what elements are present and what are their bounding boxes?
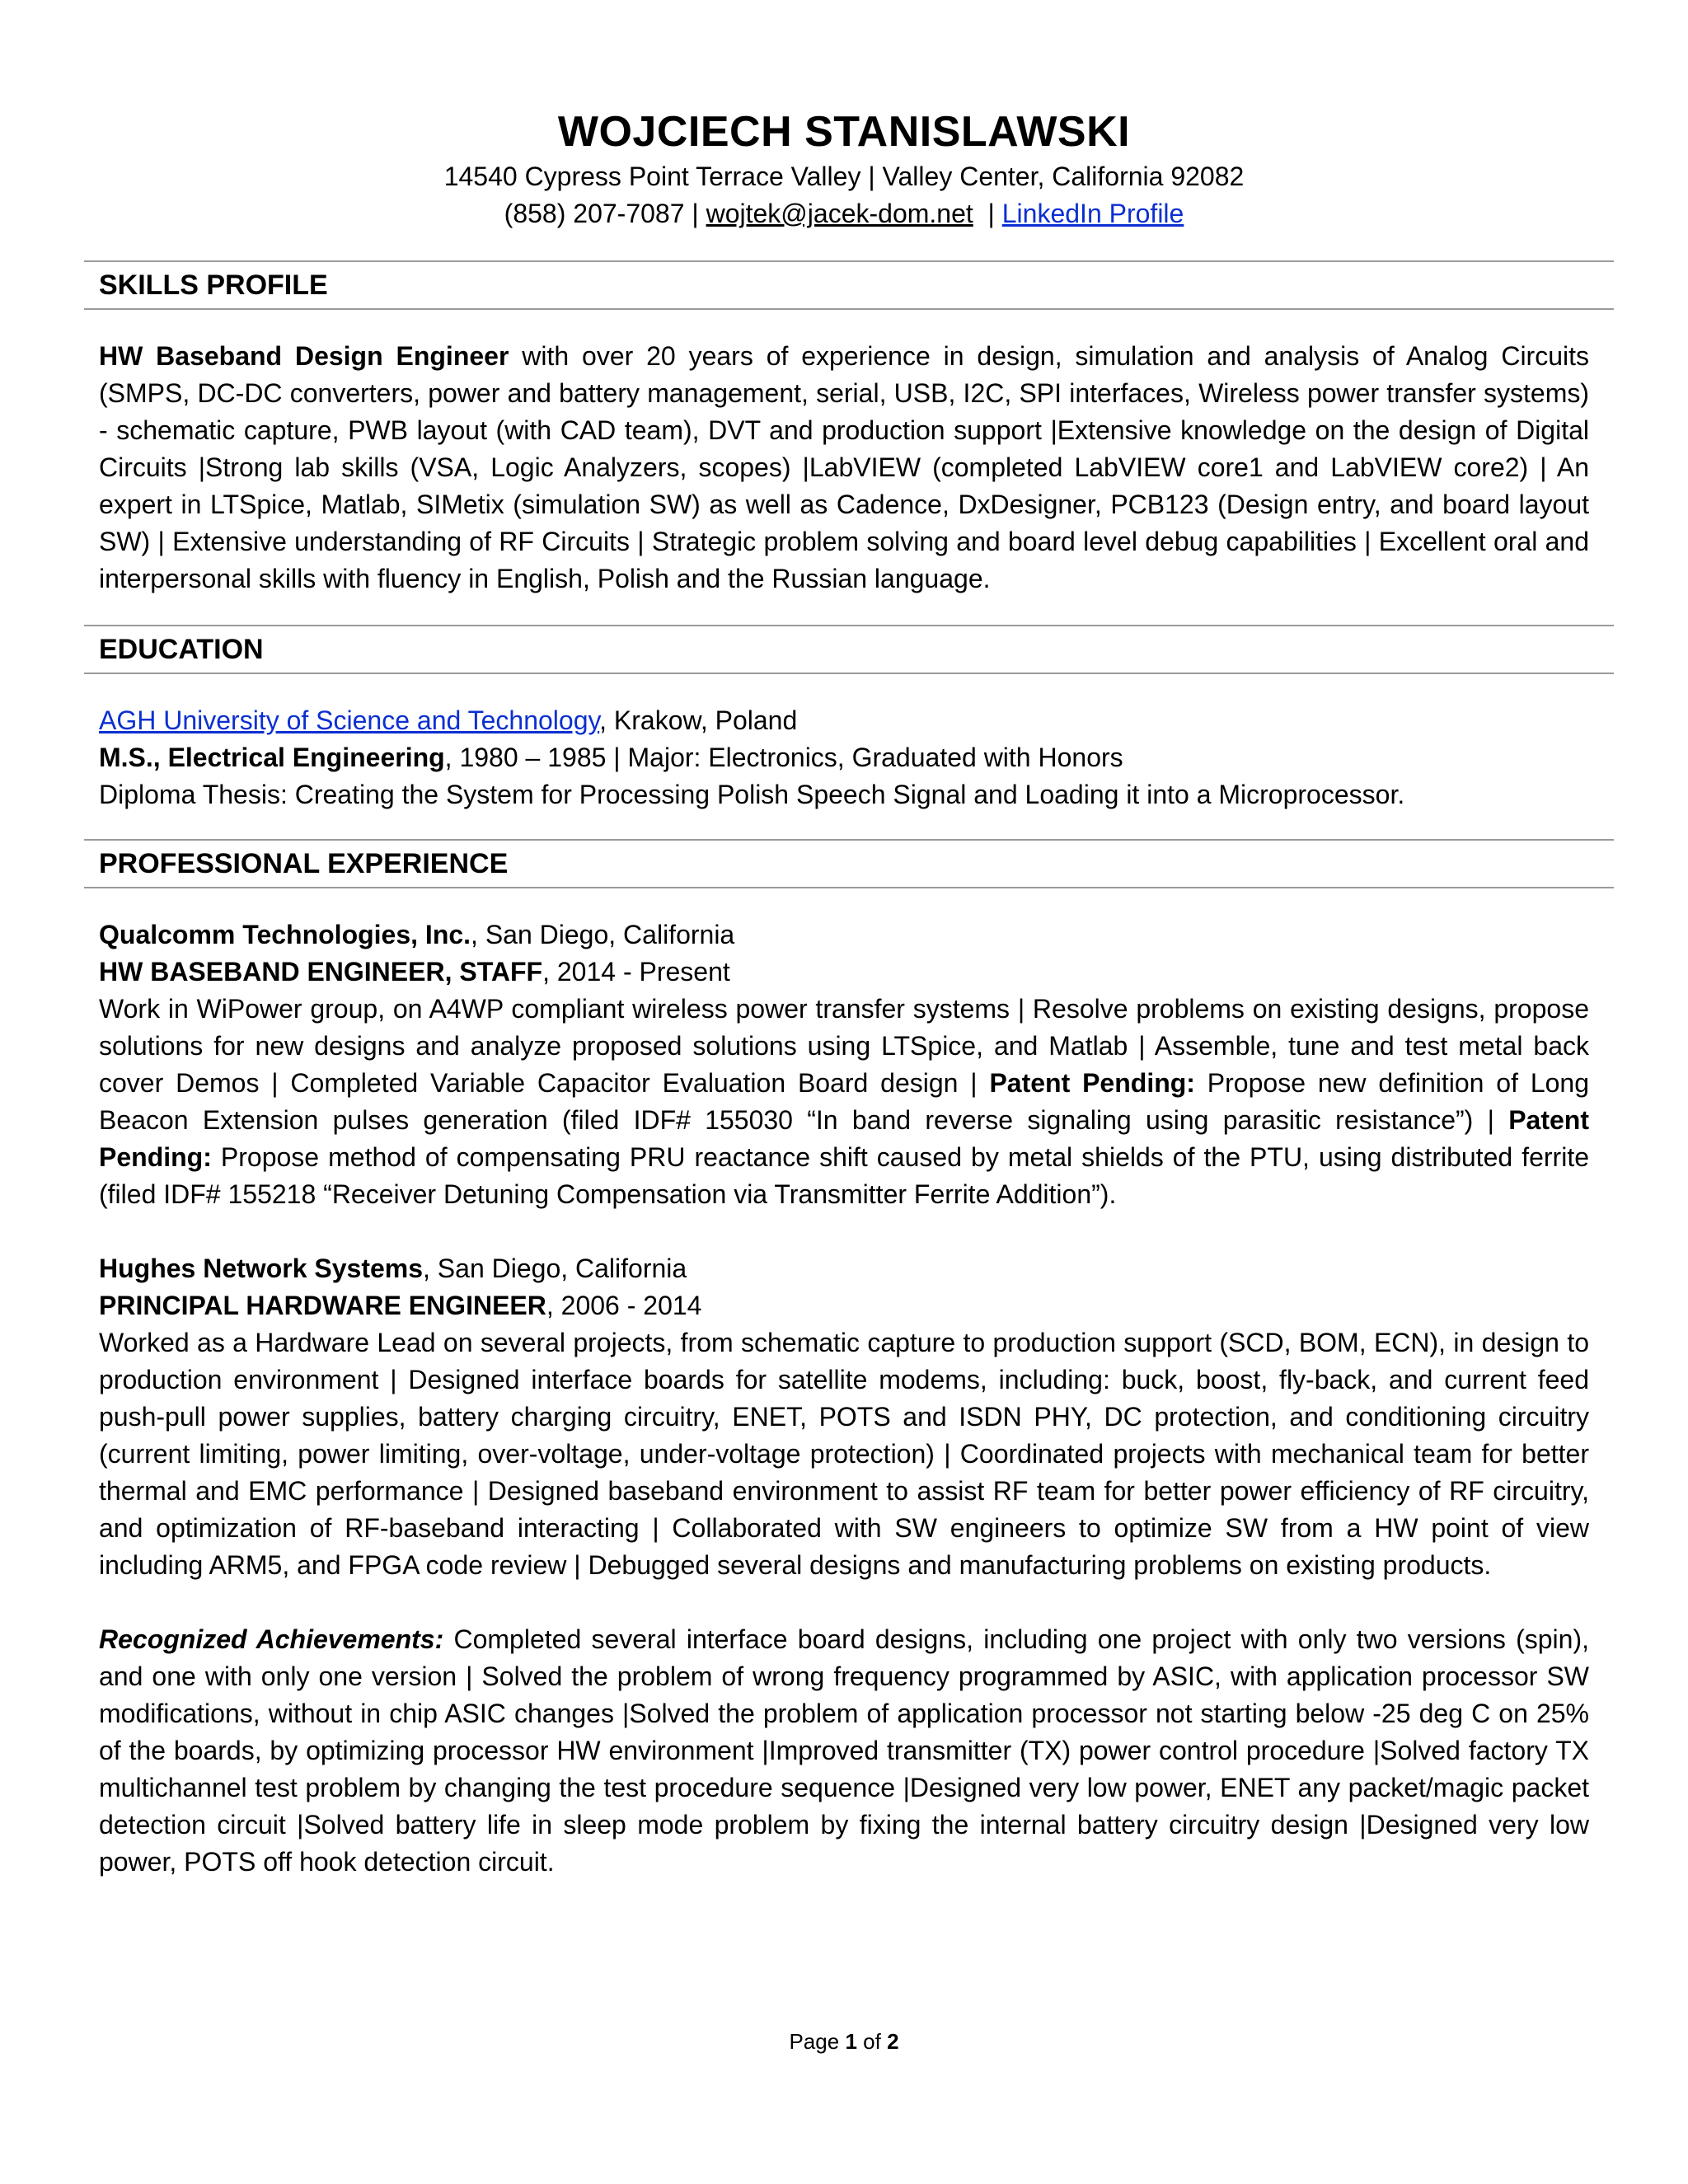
- company-location: , San Diego, California: [423, 1254, 687, 1283]
- thesis-line: Diploma Thesis: Creating the System for Processing Polish Speech Signal and Loading it into a Microprocessor.: [99, 780, 1405, 809]
- job-title: HW BASEBAND ENGINEER, STAFF: [99, 957, 543, 987]
- education-section-body: [99, 702, 1589, 813]
- page-word: Page: [789, 2029, 840, 2054]
- job-dates: , 2014 - Present: [542, 957, 730, 987]
- skills-text: with over 20 years of experience in design, simulation and analysis of Analog Circuits (SMPS, DC-DC converters, power and battery management, serial, USB, I2C, SPI interfaces, Wireless power transfer systems) - schematic capture, PWB layout (with CAD team), DVT and production support |Extensive knowledge on the design of Digital Circuits |Strong lab skills (VSA, Logic Analyzers, scopes) |LabVIEW (completed LabVIEW core1 and LabVIEW core2) | An expert in LTSpice, Matlab, SIMetix (simulation SW) as well as Cadence, DxDesigner, PCB123 (Design entry, and board layout SW) | Extensive understanding of RF Circuits | Strategic problem solving and board level debug capabilities | Excellent oral and interpersonal skills with fluency in English, Polish and the Russian language.: [99, 341, 1590, 593]
- patent-label: Patent Pending:: [989, 1068, 1195, 1098]
- achievements-text: Completed several interface board designs, including one project with only two versions (spin), and one with only one version | Solved the problem of wrong frequency programmed by ASIC, with application processor SW modifications, without in chip ASIC changes |Solved the problem of application processor not starting below -25 deg C on 25% of the boards, by optimizing processor HW environment |Improved transmitter (TX) power control procedure |Solved factory TX multichannel test problem by changing the test procedure sequence |Designed very low power, ENET any packet/magic packet detection circuit |Solved battery life in sleep mode problem by fixing the internal battery circuitry design |Designed very low power, POTS off hook detection circuit.: [99, 1624, 1590, 1877]
- experience-section-heading: PROFESSIONAL EXPERIENCE: [84, 839, 1614, 888]
- job-description: Worked as a Hardware Lead on several projects, from schematic capture to production support (SCD, BOM, ECN), in design to production environment | Designed interface boards for satellite modems, including: buck, boost, fly-back, and current feed push-pull power supplies, battery charging circuitry, ENET, POTS and ISDN PHY, DC protection, and conditioning circuitry (current limiting, power limiting, over-voltage, under-voltage protection) | Coordinated projects with mechanical team for better thermal and EMC performance | Designed baseband environment to assist RF team for better power efficiency of RF circuitry, and optimization of RF-baseband interacting | Collaborated with SW engineers to optimize SW from a HW point of view including ARM5, and FPGA code review | Debugged several designs and manufacturing problems on existing products.: [99, 1328, 1589, 1580]
- skills-section-heading: SKILLS PROFILE: [84, 260, 1614, 310]
- skills-section-body: [99, 338, 1589, 598]
- degree-details: , 1980 – 1985 | Major: Electronics, Graduated with Honors: [444, 743, 1123, 772]
- achievements-label: Recognized Achievements:: [99, 1624, 444, 1654]
- degree-line: [99, 739, 1589, 776]
- job-entry: [99, 916, 1589, 1213]
- company-line: [99, 1250, 1589, 1287]
- role-line: [99, 1287, 1589, 1324]
- company-name: Hughes Network Systems: [99, 1254, 424, 1283]
- education-section-heading: EDUCATION: [84, 625, 1614, 674]
- candidate-name: WOJCIECH STANISLAWSKI: [557, 108, 1131, 156]
- page-footer: [0, 2029, 1688, 2055]
- of-word: of: [863, 2029, 881, 2054]
- company-line: [99, 916, 1589, 954]
- page-number: 1: [845, 2029, 857, 2054]
- job-dates: , 2006 - 2014: [546, 1291, 702, 1320]
- role-line: [99, 954, 1589, 991]
- patent-label: Patent Pending:: [99, 1105, 1589, 1172]
- resume-header: [0, 105, 1688, 232]
- skills-paragraph: [99, 338, 1589, 598]
- email-link[interactable]: wojtek@jacek-dom.net: [706, 199, 973, 228]
- job-text-part: Work in WiPower group, on A4WP compliant wireless power transfer systems | Resolve problems on existing designs, propose solutions for new designs and analyze proposed solutions using LTSpice, and Matlab | Assemble, tune and test metal back cover Demos | Completed Variable Capacitor Evaluation Board design |: [99, 994, 1589, 1098]
- address-line: 14540 Cypress Point Terrace Valley | Valley Center, California 92082: [443, 162, 1245, 191]
- job-text-part: Propose method of compensating PRU reactance shift caused by metal shields of the PTU, using distributed ferrite (filed IDF# 155218 “Receiver Detuning Compensation via Transmitter Ferrite Addition”).: [99, 1142, 1589, 1209]
- school-location: , Krakow, Poland: [599, 705, 798, 735]
- skills-lead: HW Baseband Design Engineer: [99, 341, 509, 371]
- contact-line: [0, 195, 1688, 232]
- job-text-part: Propose new definition of Long Beacon Extension pulses generation (filed IDF# 155030 “In band reverse signaling using parasitic resistance”) |: [99, 1068, 1590, 1135]
- contact-separator: |: [987, 199, 995, 228]
- page-total: 2: [887, 2029, 899, 2054]
- school-line: [99, 702, 1589, 739]
- linkedin-link[interactable]: LinkedIn Profile: [1001, 199, 1184, 228]
- job-title: PRINCIPAL HARDWARE ENGINEER: [99, 1291, 546, 1320]
- company-location: , San Diego, California: [471, 920, 735, 949]
- job-entry: [99, 1250, 1589, 1881]
- school-link[interactable]: AGH University of Science and Technology: [99, 705, 600, 735]
- company-name: Qualcomm Technologies, Inc.: [99, 920, 471, 949]
- job-description: [99, 991, 1589, 1213]
- degree-title: M.S., Electrical Engineering: [99, 743, 445, 772]
- achievements-paragraph: [99, 1621, 1589, 1881]
- phone-number: (858) 207-7087 |: [504, 199, 699, 228]
